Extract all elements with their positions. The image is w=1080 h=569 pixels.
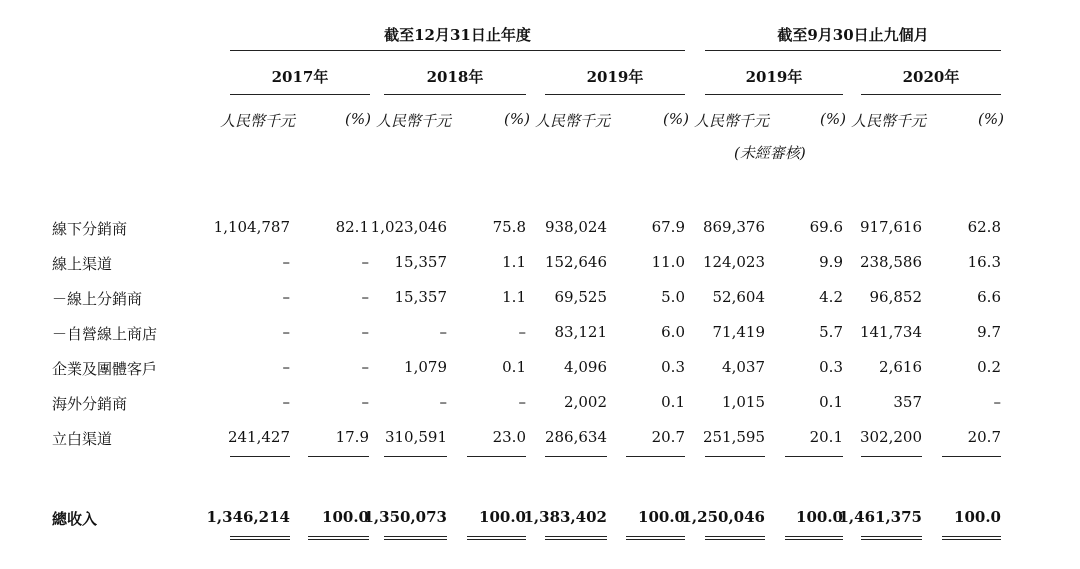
total-cell: 1,461,375: [838, 508, 922, 526]
table-cell: 0.2: [977, 358, 1001, 376]
table-cell: 9.7: [977, 323, 1001, 341]
table-cell: 69,525: [554, 288, 607, 306]
group-header-nine-months: 截至9月30日止九個月: [777, 26, 929, 44]
year-header-2019-nine-months: 2019年: [745, 68, 803, 86]
table-cell: 0.3: [819, 358, 843, 376]
table-cell: –: [361, 288, 369, 306]
year-rule: [861, 94, 1001, 95]
table-cell: 20.7: [651, 428, 685, 446]
table-cell: –: [282, 323, 290, 341]
table-cell: 6.6: [977, 288, 1001, 306]
table-cell: 152,646: [544, 253, 607, 271]
table-cell: 6.0: [661, 323, 685, 341]
year-rule: [230, 94, 370, 95]
table-cell: 23.0: [492, 428, 526, 446]
table-cell: 938,024: [544, 218, 607, 236]
total-cell: 100.0: [954, 508, 1001, 526]
group-rule-fiscal-year: [230, 50, 685, 51]
table-cell: 4,096: [564, 358, 607, 376]
unit-pct: (%): [663, 110, 689, 128]
table-cell: 1,015: [722, 393, 765, 411]
subtotal-rule: [467, 456, 526, 457]
row-label: －線上分銷商: [52, 290, 143, 308]
total-double-rule: [545, 536, 607, 540]
total-cell: 100.0: [322, 508, 369, 526]
unit-pct: (%): [504, 110, 530, 128]
total-double-rule: [942, 536, 1001, 540]
total-double-rule: [626, 536, 685, 540]
table-cell: 83,121: [554, 323, 607, 341]
total-cell: 100.0: [638, 508, 685, 526]
year-header-2017: 2017年: [271, 68, 329, 86]
total-cell: 1,383,402: [523, 508, 607, 526]
table-cell: –: [439, 323, 447, 341]
table-cell: 0.1: [819, 393, 843, 411]
table-cell: 1,079: [404, 358, 447, 376]
total-cell: 100.0: [479, 508, 526, 526]
table-cell: –: [518, 393, 526, 411]
table-cell: 124,023: [702, 253, 765, 271]
total-cell: 1,346,214: [206, 508, 290, 526]
group-header-fiscal-year: 截至12月31日止年度: [384, 26, 531, 44]
row-label: 線上渠道: [52, 255, 113, 273]
table-cell: 96,852: [869, 288, 922, 306]
table-cell: –: [282, 393, 290, 411]
table-cell: 917,616: [859, 218, 922, 236]
table-cell: 75.8: [492, 218, 526, 236]
table-cell: 1.1: [502, 288, 526, 306]
table-cell: 141,734: [859, 323, 922, 341]
table-cell: 4,037: [722, 358, 765, 376]
unit-pct: (%): [345, 110, 371, 128]
table-cell: 15,357: [394, 288, 447, 306]
table-cell: 20.1: [809, 428, 843, 446]
table-cell: –: [282, 253, 290, 271]
subtotal-rule: [861, 456, 922, 457]
row-label: 海外分銷商: [52, 395, 128, 413]
table-cell: –: [361, 323, 369, 341]
total-cell: 1,350,073: [363, 508, 447, 526]
table-cell: 251,595: [702, 428, 765, 446]
row-label: 立白渠道: [52, 430, 113, 448]
table-cell: 0.1: [502, 358, 526, 376]
table-cell: –: [518, 323, 526, 341]
table-cell: 238,586: [859, 253, 922, 271]
year-header-2020: 2020年: [902, 68, 960, 86]
table-cell: 302,200: [859, 428, 922, 446]
table-cell: 69.6: [809, 218, 843, 236]
row-label: －自營線上商店: [52, 325, 158, 343]
table-cell: –: [282, 288, 290, 306]
subtotal-rule: [785, 456, 843, 457]
group-rule-nine-months: [705, 50, 1001, 51]
unit-rmb: 人民幣千元: [851, 112, 927, 130]
unit-pct: (%): [978, 110, 1004, 128]
total-cell: 1,250,046: [681, 508, 765, 526]
unit-rmb: 人民幣千元: [220, 112, 296, 130]
unit-rmb: 人民幣千元: [376, 112, 452, 130]
subtotal-rule: [626, 456, 685, 457]
year-rule: [384, 94, 526, 95]
table-cell: 1,104,787: [213, 218, 290, 236]
table-cell: 4.2: [819, 288, 843, 306]
table-cell: –: [282, 358, 290, 376]
table-cell: –: [361, 253, 369, 271]
total-double-rule: [384, 536, 447, 540]
total-double-rule: [308, 536, 369, 540]
table-cell: 82.1: [335, 218, 369, 236]
total-double-rule: [705, 536, 765, 540]
table-cell: 20.7: [967, 428, 1001, 446]
table-cell: 11.0: [651, 253, 685, 271]
table-cell: 16.3: [967, 253, 1001, 271]
subtotal-rule: [308, 456, 369, 457]
year-header-2019: 2019年: [586, 68, 644, 86]
unit-rmb: 人民幣千元: [694, 112, 770, 130]
unaudited-note: (未經審核): [734, 144, 806, 162]
table-cell: 5.0: [661, 288, 685, 306]
total-double-rule: [230, 536, 290, 540]
subtotal-rule: [705, 456, 765, 457]
table-cell: 0.3: [661, 358, 685, 376]
table-cell: –: [361, 393, 369, 411]
year-rule: [545, 94, 685, 95]
subtotal-rule: [545, 456, 607, 457]
table-cell: 67.9: [651, 218, 685, 236]
table-cell: 52,604: [712, 288, 765, 306]
year-rule: [705, 94, 843, 95]
subtotal-rule: [384, 456, 447, 457]
table-cell: 62.8: [967, 218, 1001, 236]
table-cell: –: [361, 358, 369, 376]
table-cell: –: [439, 393, 447, 411]
total-double-rule: [467, 536, 526, 540]
table-cell: 1.1: [502, 253, 526, 271]
total-double-rule: [861, 536, 922, 540]
table-cell: 2,002: [564, 393, 607, 411]
table-cell: 9.9: [819, 253, 843, 271]
unit-pct: (%): [820, 110, 846, 128]
table-cell: 286,634: [544, 428, 607, 446]
unit-rmb: 人民幣千元: [535, 112, 611, 130]
table-cell: –: [993, 393, 1001, 411]
table-cell: 869,376: [702, 218, 765, 236]
row-label: 線下分銷商: [52, 220, 128, 238]
table-cell: 1,023,046: [370, 218, 447, 236]
subtotal-rule: [942, 456, 1001, 457]
table-cell: 357: [893, 393, 922, 411]
table-cell: 71,419: [712, 323, 765, 341]
total-double-rule: [785, 536, 843, 540]
table-cell: 2,616: [879, 358, 922, 376]
table-cell: 241,427: [227, 428, 290, 446]
table-cell: 5.7: [819, 323, 843, 341]
year-header-2018: 2018年: [426, 68, 484, 86]
subtotal-rule: [230, 456, 290, 457]
table-cell: 17.9: [335, 428, 369, 446]
total-cell: 100.0: [796, 508, 843, 526]
table-cell: 0.1: [661, 393, 685, 411]
table-cell: 15,357: [394, 253, 447, 271]
total-row-label: 總收入: [52, 510, 98, 528]
table-cell: 310,591: [384, 428, 447, 446]
row-label: 企業及團體客戶: [52, 360, 158, 378]
